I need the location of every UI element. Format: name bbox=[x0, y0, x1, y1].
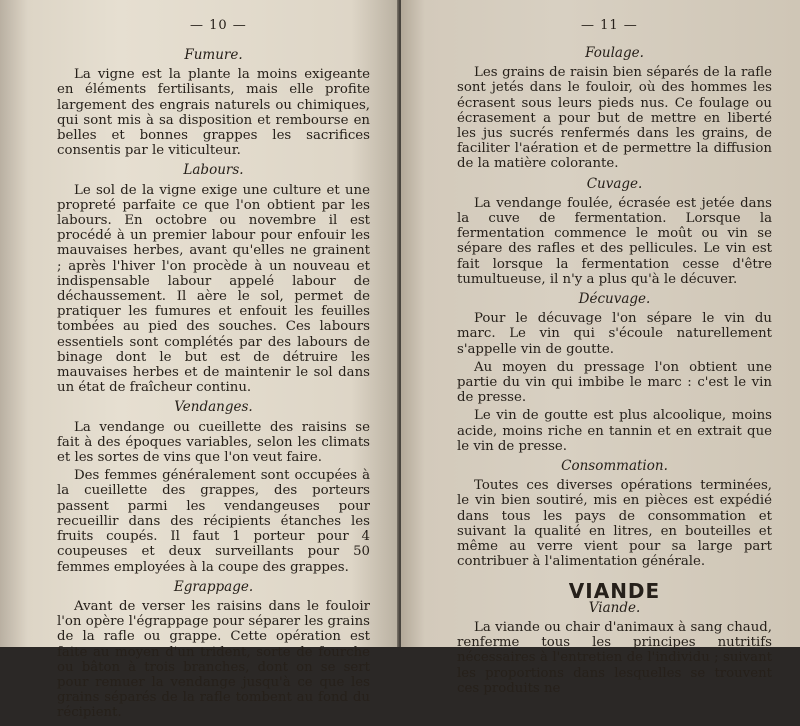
section-heading: Décuvage. bbox=[578, 291, 651, 308]
section-heading: Fumure. bbox=[184, 47, 243, 63]
section-heading: Egrappage. bbox=[173, 578, 254, 595]
paragraph: Pour le décuvage l'on sépare le vin du marc. Le vin qui s'écoule naturellement s'appelle vin de goutte. bbox=[457, 311, 772, 357]
page-number: — 10 — bbox=[190, 18, 247, 33]
paragraph: La viande ou chair d'animaux à sang chaud, renferme tous les principes nutritifs nécessaires à l'entretien de l'individu ; suivant les proportions dans lesquelles se trouvent ces produits ne bbox=[457, 619, 772, 696]
chapter-subtitle: Viande. bbox=[588, 599, 641, 616]
text-column bbox=[457, 42, 772, 701]
paragraph: La vendange foulée, écrasée est jetée dans la cuve de fermentation. Lorsque la fermentation commence le moût ou vin se sépare des rafles et des pellicules. Le vin est fait lorsque la fermentation cesse d'être tumultueuse, il n'y a plus qu'à le décuver. bbox=[457, 195, 772, 287]
text-column bbox=[57, 44, 370, 726]
section-heading: Labours. bbox=[183, 162, 244, 179]
section-heading: Vendanges. bbox=[174, 399, 253, 416]
right-page bbox=[401, 0, 800, 696]
section-heading: Consommation. bbox=[561, 458, 668, 475]
section-heading: Cuvage. bbox=[586, 175, 643, 192]
section-heading: Foulage. bbox=[585, 45, 644, 61]
paragraph: Au moyen du pressage l'on obtient une partie du vin qui imbibe le marc : c'est le vin de presse. bbox=[457, 359, 772, 406]
page-number: — 11 — bbox=[581, 18, 638, 33]
left-page bbox=[0, 0, 399, 721]
paragraph: Le vin de goutte est plus alcoolique, moins acide, moins riche en tannin et en extrait que le vin de presse. bbox=[457, 408, 772, 454]
paragraph: Toutes ces diverses opérations terminées, le vin bien soutiré, mis en pièces est expédié dans tous les pays de consommation et suivant la qualité en litres, en bouteilles et même au verre vient pour sa large part contribuer à l'alimentation générale. bbox=[457, 478, 772, 570]
paragraph: Des femmes généralement sont occupées à la cueillette des grappes, des porteurs passent parmi les vendangeuses pour recueillir dans des récipients étanches les fruits coupés. Il faut 1 porteur pour 4 coupeuses et deux surveillants pour 50 femmes employées à la coupe des grappes. bbox=[57, 468, 370, 575]
chapter-title: VIANDE bbox=[568, 578, 661, 603]
paragraph: La vigne est la plante la moins exigeante en éléments fertilisants, mais elle profite largement des engrais naturels ou chimiques, qui sont mis à sa disposition et rembourse en belles et bonnes grappes les sacrifices consentis par le viticulteur. bbox=[57, 67, 370, 159]
paragraph: Le sol de la vigne exige une culture et une propreté parfaite ce que l'on obtient par les labours. En octobre ou novembre il est procédé à un premier labour pour enfouir les mauvaises herbes, avant qu'elles ne grainent ; après l'hiver l'on procède à un nouveau et indispensable labour appelé labour de déchaussement. Il aère le sol, permet de pratiquer les fumures et enfouit les feuilles tombées au pied des souches. Ces labours essentiels sont complétés par des labours de binage dont le but est de détruire les mauvaises herbes et de maintenir le sol dans un état de fraîcheur continu. bbox=[57, 182, 370, 396]
paragraph: Les grains de raisin bien séparés de la rafle sont jetés dans le fouloir, où des hommes les écrasent sous leurs pieds nus. Ce foulage ou écrasement a pour but de mettre en liberté les jus sucrés renfermés dans les grains, de faciliter l'aération et de permettre la diffusion de la matière colorante. bbox=[457, 65, 772, 172]
paragraph: La vendange ou cueillette des raisins se fait à des époques variables, selon les climats et les sortes de vins que l'on veut faire. bbox=[57, 419, 370, 466]
paragraph: Avant de verser les raisins dans le fouloir l'on opère l'égrappage pour séparer les grains de la rafle ou grappe. Cette opération est faite au moyen d'un trident, sorte de fourche ou bâton à trois branches, dont on se sert pour remuer la vendange jusqu'à ce que les grains séparés de la rafle tombent au fond du récipient. bbox=[57, 598, 370, 721]
